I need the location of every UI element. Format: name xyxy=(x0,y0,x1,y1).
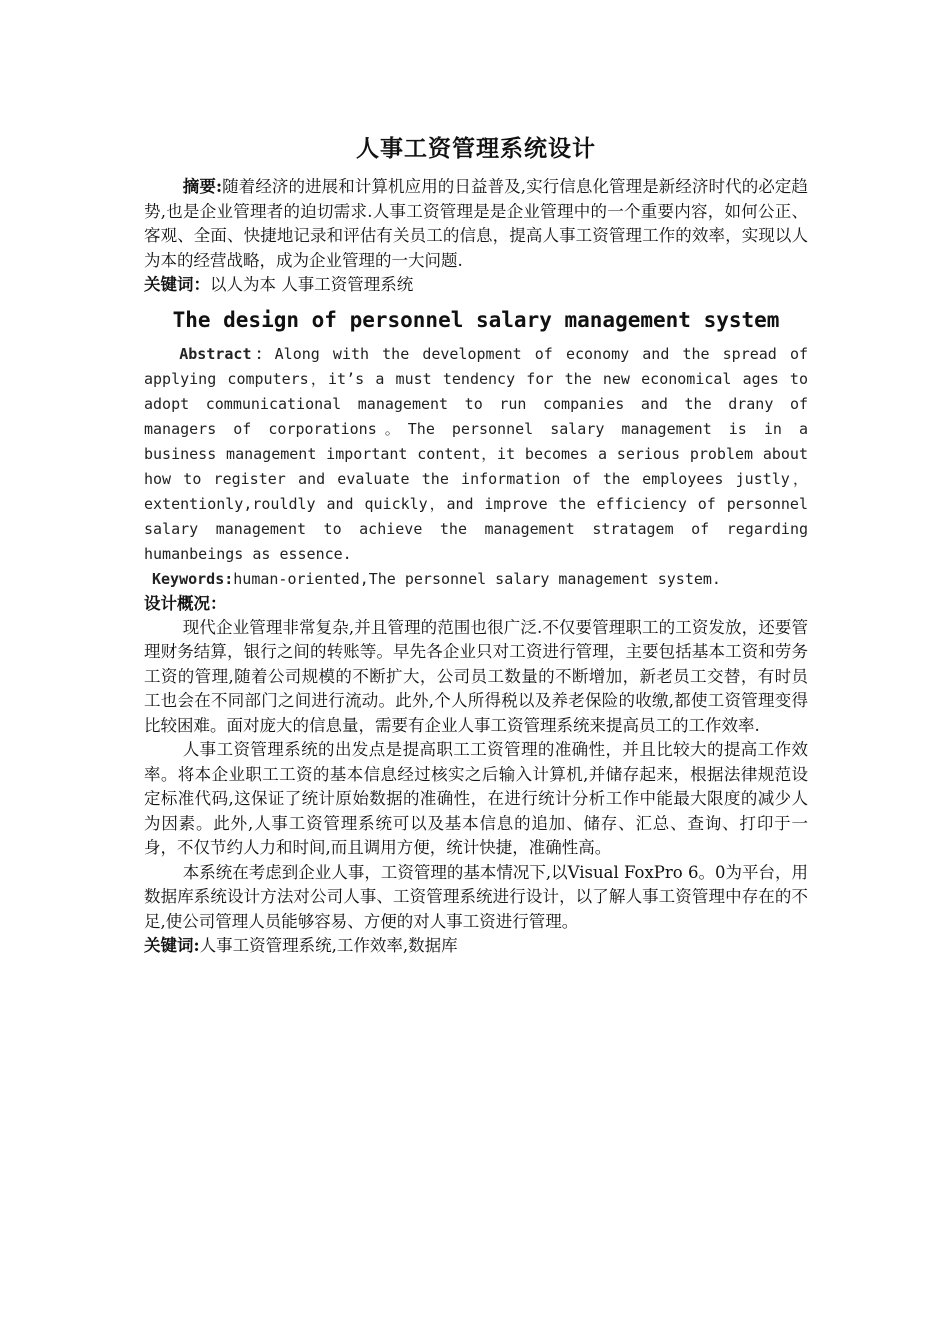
final-keywords xyxy=(144,934,808,959)
keywords-text-en: human-oriented,The personnel salary management system. xyxy=(233,569,721,588)
chinese-abstract xyxy=(144,175,808,273)
abstract-text-cn: 随着经济的进展和计算机应用的日益普及,实行信息化管理是新经济时代的必定趋势,也是企业管理者的迫切需求.人事工资管理是是企业管理中的一个重要内容，如何公正、客观、全面、快捷地记录和评估有关员工的信息，提高人事工资管理工作的效率，实现以人为本的经营战略，成为企业管理的一大问题. xyxy=(144,177,809,270)
chinese-keywords xyxy=(144,273,808,298)
document-page xyxy=(144,130,808,959)
chinese-title: 人事工资管理系统设计 xyxy=(356,135,596,162)
abstract-label-en: Abstract： xyxy=(179,344,275,363)
overview-paragraph-2: 人事工资管理系统的出发点是提高职工工资管理的准确性，并且比较大的提高工作效率。将本企业职工工资的基本信息经过核实之后输入计算机,并储存起来，根据法律规范设定标准代码,这保证了统计原始数据的准确性，在进行统计分析工作中能最大限度的减少人为因素。此外,人事工资管理系统可以及基本信息的追加、储存、汇总、查询、打印于一身，不仅节约人力和时间,而且调用方便，统计快捷，准确性高。 xyxy=(144,740,808,857)
abstract-text-en: Along with the development of economy and the spread of applying computers，it’s a must tendency for the new economical ages to adopt communicational management to run companies and the drany of managers of corporations。The personnel salary management is in a business management important content，it becomes a serious problem about how to register and evaluate the information of the employees justly，extentionly,rouldly and quickly，and improve the efficiency of personnel salary management to achieve the management stratagem of regarding humanbeings as essence. xyxy=(144,344,809,563)
overview-paragraph-1: 现代企业管理非常复杂,并且管理的范围也很广泛.不仅要管理职工的工资发放，还要管理财务结算，银行之间的转账等。早先各企业只对工资进行管理，主要包括基本工资和劳务工资的管理,随着公司规模的不断扩大，公司员工数量的不断增加，新老员工交替，有时员工也会在不同部门之间进行流动。此外,个人所得税以及养老保险的收缴,都使工资管理变得比较困难。面对庞大的信息量，需要有企业人事工资管理系统来提高员工的工作效率. xyxy=(144,617,808,735)
final-keywords-label: 关键词: xyxy=(144,936,200,955)
final-keywords-text: 人事工资管理系统,工作效率,数据库 xyxy=(199,936,458,955)
english-abstract xyxy=(144,342,808,567)
keywords-label-en: Keywords: xyxy=(152,569,234,588)
overview-paragraph-3: 本系统在考虑到企业人事，工资管理的基本情况下,以Visual FoxPro 6。0为平台，用数据库系统设计方法对公司人事、工资管理系统进行设计，以了解人事工资管理中存在的不足,使公司管理人员能够容易、方便的对人事工资进行管理。 xyxy=(144,862,808,931)
abstract-label-cn: 摘要: xyxy=(182,177,223,196)
keywords-text-cn: 以人为本 人事工资管理系统 xyxy=(210,275,414,294)
overview-heading: 设计概况： xyxy=(144,593,227,613)
keywords-label-cn: 关键词： xyxy=(144,275,210,294)
english-title: The design of personnel salary management system xyxy=(172,307,780,332)
english-keywords xyxy=(152,567,808,592)
